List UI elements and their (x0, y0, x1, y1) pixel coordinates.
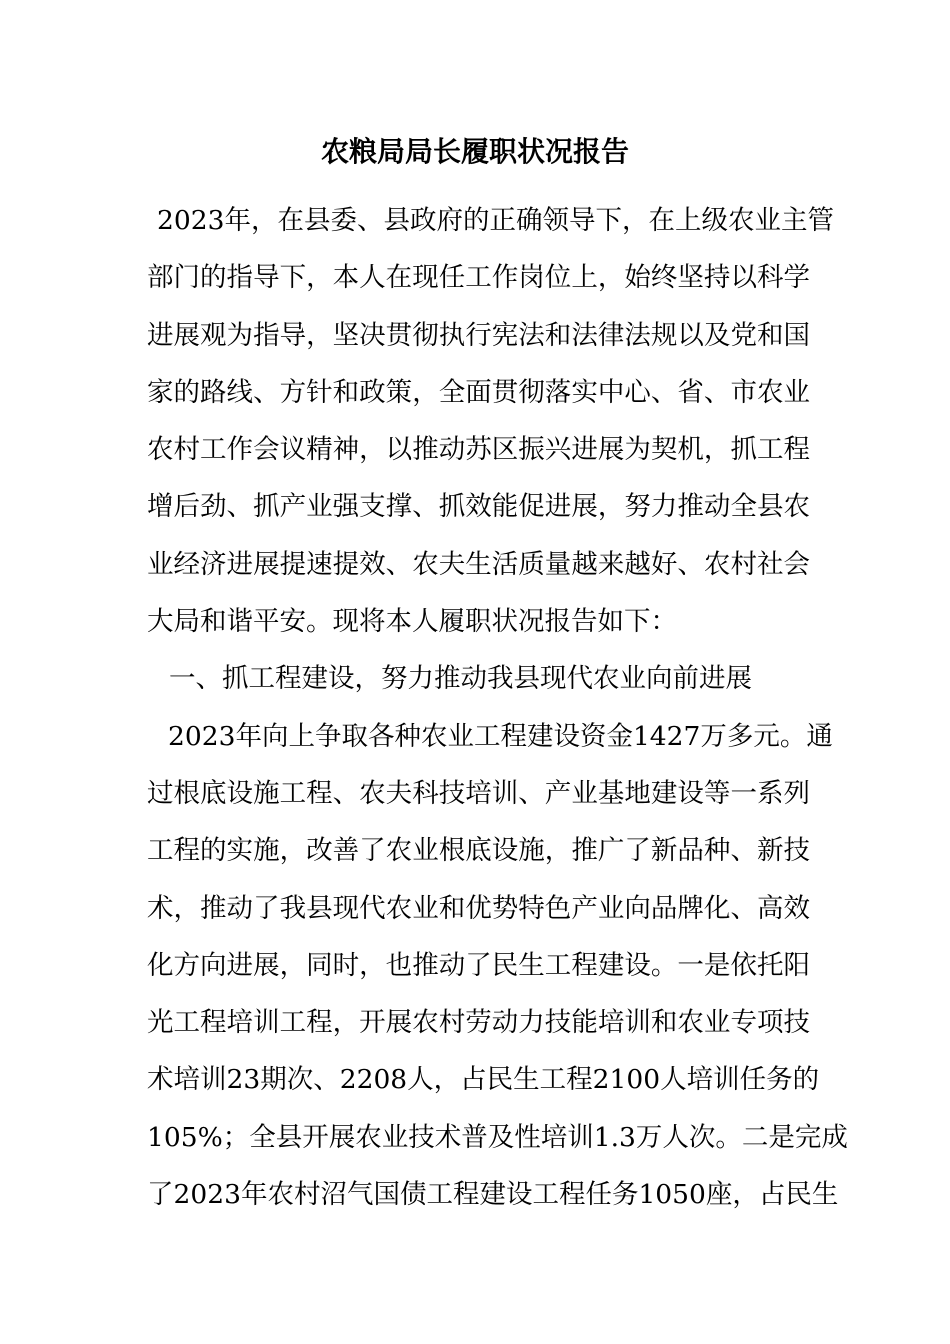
body-line: 化方向进展，同时，也推动了民生工程建设。一是依托阳 (147, 949, 810, 981)
body-line: 家的路线、方针和政策，全面贯彻落实中心、省、市农业 (147, 376, 810, 408)
document-body (147, 192, 848, 1223)
body-line: 业经济进展提速提效、农夫生活质量越来越好、农村社会 (147, 548, 810, 580)
body-line: 过根底设施工程、农夫科技培训、产业基地建设等一系列 (147, 777, 810, 809)
body-line: 大局和谐平安。现将本人履职状况报告如下： (147, 606, 677, 638)
body-line: 2023年，在县委、县政府的正确领导下，在上级农业主管 (157, 205, 834, 236)
body-line: 105%；全县开展农业技术普及性培训1.3万人次。二是完成 (147, 1121, 848, 1153)
body-line: 部门的指导下，本人在现任工作岗位上，始终坚持以科学 (147, 262, 810, 294)
body-line: 光工程培训工程，开展农村劳动力技能培训和农业专项技 (147, 1007, 810, 1039)
section-heading: 一、抓工程建设，努力推动我县现代农业向前进展 (169, 663, 752, 695)
document-title: 农粮局局长履职状况报告 (320, 135, 629, 168)
body-line: 农村工作会议精神，以推动苏区振兴进展为契机，抓工程 (147, 434, 810, 466)
body-line: 工程的实施，改善了农业根底设施，推广了新品种、新技 (147, 835, 810, 867)
body-line: 进展观为指导，坚决贯彻执行宪法和法律法规以及党和国 (147, 319, 810, 351)
body-line: 2023年向上争取各种农业工程建设资金1427万多元。通 (168, 720, 833, 752)
body-line: 了2023年农村沼气国债工程建设工程任务1050座，占民生 (147, 1179, 839, 1211)
body-line: 术培训23期次、2208人，占民生工程2100人培训任务的 (147, 1064, 820, 1096)
body-line: 增后劲、抓产业强支撑、抓效能促进展，努力推动全县农 (147, 491, 810, 523)
body-line: 术，推动了我县现代农业和优势特色产业向品牌化、高效 (147, 892, 810, 924)
